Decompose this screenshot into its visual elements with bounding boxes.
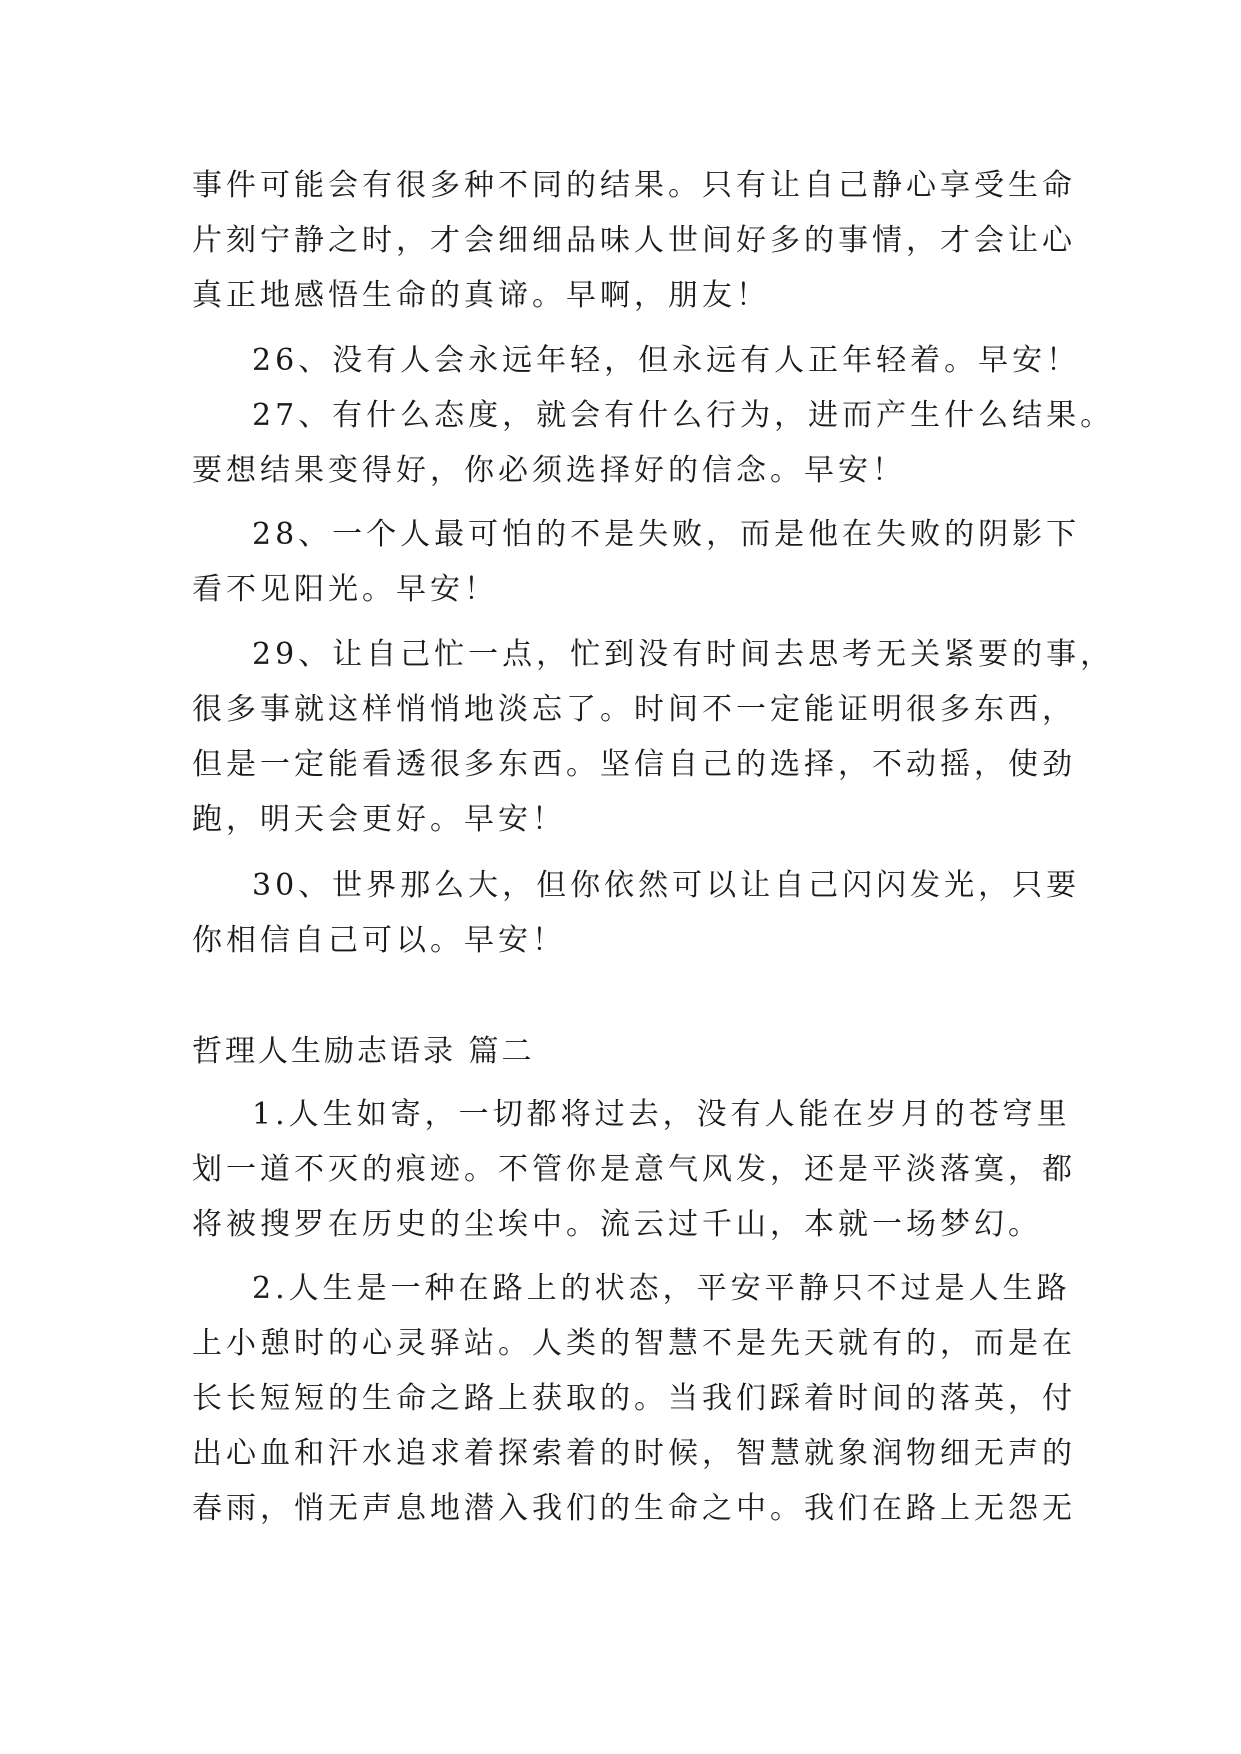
paragraph-line: 但是一定能看透很多东西。坚信自己的选择，不动摇，使劲 — [192, 747, 1076, 782]
paragraph-line: 要想结果变得好，你必须选择好的信念。早安！ — [192, 453, 906, 488]
paragraph-line: 春雨，悄无声息地潜入我们的生命之中。我们在路上无怨无 — [192, 1491, 1076, 1526]
quote-26: 26、没有人会永远年轻，但永远有人正年轻着。早安！ — [252, 343, 1081, 378]
paragraph-line: 将被搜罗在历史的尘埃中。流云过千山，本就一场梦幻。 — [192, 1207, 1042, 1242]
paragraph-line: 很多事就这样悄悄地淡忘了。时间不一定能证明很多东西， — [192, 692, 1076, 727]
paragraph-line: 出心血和汗水追求着探索着的时候，智慧就象润物细无声的 — [192, 1436, 1076, 1471]
quote-30: 30、世界那么大，但你依然可以让自己闪闪发光，只要 — [252, 868, 1081, 903]
item-1: 1.人生如寄，一切都将过去，没有人能在岁月的苍穹里 — [252, 1097, 1071, 1132]
paragraph-line: 你相信自己可以。早安！ — [192, 923, 566, 958]
quote-28: 28、一个人最可怕的不是失败，而是他在失败的阴影下 — [252, 517, 1081, 552]
quote-29: 29、让自己忙一点，忙到没有时间去思考无关紧要的事， — [252, 637, 1115, 672]
paragraph-line: 事件可能会有很多种不同的结果。只有让自己静心享受生命 — [192, 168, 1076, 203]
paragraph-line: 长长短短的生命之路上获取的。当我们踩着时间的落英，付 — [192, 1381, 1076, 1416]
quote-27: 27、有什么态度，就会有什么行为，进而产生什么结果。 — [252, 398, 1115, 433]
paragraph-line: 真正地感悟生命的真谛。早啊，朋友！ — [192, 278, 770, 313]
paragraph-line: 上小憩时的心灵驿站。人类的智慧不是先天就有的，而是在 — [192, 1326, 1076, 1361]
item-2: 2.人生是一种在路上的状态，平安平静只不过是人生路 — [252, 1271, 1071, 1306]
paragraph-line: 片刻宁静之时，才会细细品味人世间好多的事情，才会让心 — [192, 223, 1076, 258]
paragraph-line: 看不见阳光。早安！ — [192, 572, 498, 607]
section-heading: 哲理人生励志语录 篇二 — [192, 1034, 535, 1069]
paragraph-line: 跑，明天会更好。早安！ — [192, 802, 566, 837]
paragraph-line: 划一道不灭的痕迹。不管你是意气风发，还是平淡落寞，都 — [192, 1152, 1076, 1187]
